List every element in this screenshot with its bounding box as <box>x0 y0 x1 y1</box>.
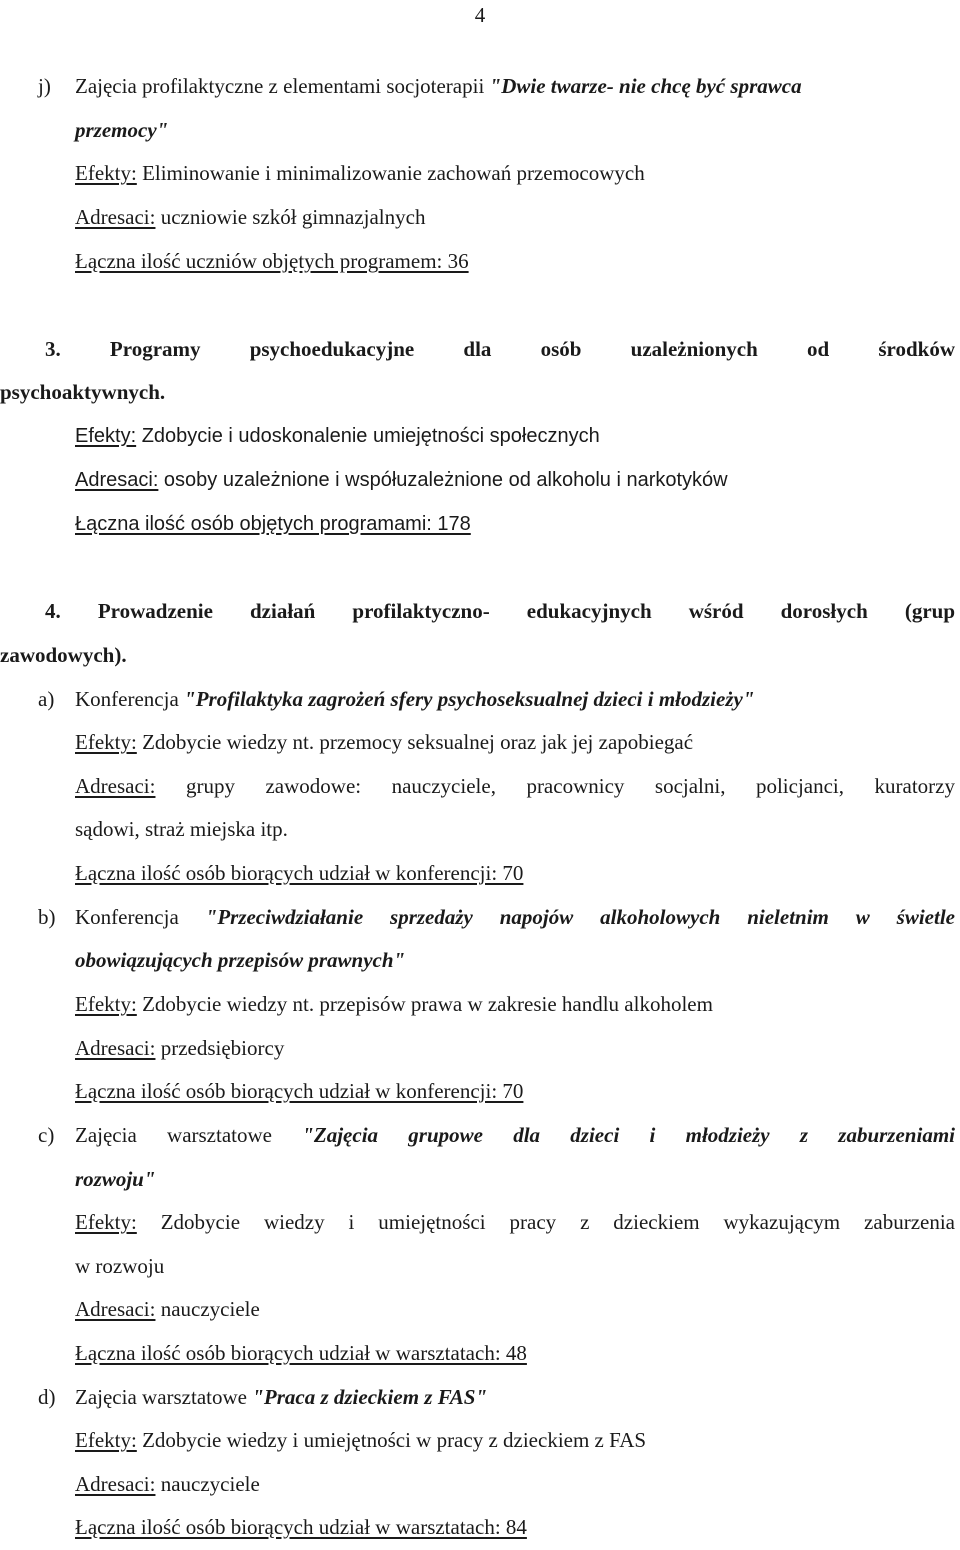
item-label: d) <box>38 1385 56 1409</box>
item-heading <box>75 65 955 109</box>
item-title: "Przeciwdziałanie sprzedaży napojów alkoholowych nieletnim w świetle <box>205 905 955 929</box>
item-title: "Profilaktyka zagrożeń sfery psychoseksualnej dzieci i młodzieży" <box>184 687 755 711</box>
item-intro: Konferencja <box>75 687 185 711</box>
efekty-text: Eliminowanie i minimalizowanie zachowań przemocowych <box>136 161 645 185</box>
adresaci-text: nauczyciele <box>155 1297 260 1321</box>
adresaci-line <box>75 1288 955 1332</box>
total-line: Łączna ilość osób biorących udział w warsztatach: 84 <box>75 1515 527 1539</box>
adresaci-text: przedsiębiorcy <box>155 1036 285 1060</box>
efekty-label: Efekty: <box>75 425 137 447</box>
item-intro: Zajęcia warsztatowe <box>75 1385 253 1409</box>
total-line: Łączna ilość osób biorących udział w warsztatach: 48 <box>75 1341 527 1365</box>
section-heading: 3. Programy psychoedukacyjne dla osób uzależnionych od środków <box>45 337 955 361</box>
efekty-text: Zdobycie wiedzy i umiejętności w pracy z dzieckiem z FAS <box>136 1428 647 1452</box>
adresaci-label: Adresaci: <box>75 1036 156 1060</box>
item-title: "Zajęcia grupowe dla dzieci i młodzieży z zaburzeniami <box>302 1123 955 1147</box>
section-heading-cont: zawodowych). <box>0 643 127 667</box>
adresaci-label: Adresaci: <box>75 774 156 798</box>
total-line: Łączna ilość uczniów objętych programem: 36 <box>75 249 469 273</box>
item-label: j) <box>38 74 51 98</box>
item-title-cont: obowiązujących przepisów prawnych" <box>75 948 406 972</box>
adresaci-label: Adresaci: <box>75 1472 156 1496</box>
item-title: "Dwie twarze- nie chcę być sprawca <box>489 74 802 98</box>
adresaci-text: grupy zawodowe: nauczyciele, pracownicy socjalni, policjanci, kuratorzy <box>155 774 955 798</box>
adresaci-text: osoby uzależnione i współuzależnione od alkoholu i narkotyków <box>158 469 728 491</box>
item-heading <box>75 1376 955 1420</box>
item-intro: Zajęcia profilaktyczne z elementami socjoterapii <box>75 74 490 98</box>
efekty-line <box>75 152 955 196</box>
total-line: Łączna ilość osób objętych programami: 178 <box>75 513 471 535</box>
efekty-label: Efekty: <box>75 161 137 185</box>
adresaci-line <box>75 1463 955 1507</box>
efekty-line <box>75 1419 955 1463</box>
item-label: b) <box>38 905 56 929</box>
total-line: Łączna ilość osób biorących udział w konferencji: 70 <box>75 1079 524 1103</box>
efekty-text: Zdobycie i udoskonalenie umiejętności społecznych <box>136 425 600 447</box>
section-heading: 4. Prowadzenie działań profilaktyczno- edukacyjnych wśród dorosłych (grup <box>45 599 955 623</box>
item-title-cont: przemocy" <box>75 118 169 142</box>
efekty-label: Efekty: <box>75 992 137 1016</box>
efekty-line <box>75 415 955 459</box>
efekty-text: Zdobycie wiedzy i umiejętności pracy z dzieckiem wykazującym zaburzenia <box>136 1210 955 1234</box>
item-title: "Praca z dzieckiem z FAS" <box>252 1385 488 1409</box>
efekty-text: Zdobycie wiedzy nt. przemocy seksualnej oraz jak jej zapobiegać <box>136 730 694 754</box>
adresaci-label: Adresaci: <box>75 1297 156 1321</box>
adresaci-line <box>75 765 955 809</box>
efekty-line <box>75 983 955 1027</box>
adresaci-text: uczniowie szkół gimnazjalnych <box>155 205 426 229</box>
page-number: 4 <box>474 3 486 27</box>
adresaci-text-cont: sądowi, straż miejska itp. <box>75 817 288 841</box>
efekty-label: Efekty: <box>75 1210 137 1234</box>
adresaci-line <box>75 196 955 240</box>
efekty-text: Zdobycie wiedzy nt. przepisów prawa w zakresie handlu alkoholem <box>136 992 713 1016</box>
total-line: Łączna ilość osób biorących udział w konferencji: 70 <box>75 861 524 885</box>
adresaci-line <box>75 1027 955 1071</box>
item-intro: Zajęcia warsztatowe <box>75 1123 303 1147</box>
item-title-cont: rozwoju" <box>75 1167 156 1191</box>
item-heading <box>75 1114 955 1158</box>
adresaci-text: nauczyciele <box>155 1472 260 1496</box>
item-heading <box>75 678 955 722</box>
section-heading-cont: psychoaktywnych. <box>0 380 166 404</box>
efekty-label: Efekty: <box>75 1428 137 1452</box>
item-label: c) <box>38 1123 55 1147</box>
efekty-text-cont: w rozwoju <box>75 1254 165 1278</box>
adresaci-label: Adresaci: <box>75 205 156 229</box>
efekty-label: Efekty: <box>75 730 137 754</box>
item-intro: Konferencja <box>75 905 206 929</box>
efekty-line <box>75 1201 955 1245</box>
efekty-line <box>75 721 955 765</box>
item-heading <box>75 896 955 940</box>
adresaci-line <box>75 459 955 503</box>
item-label: a) <box>38 687 55 711</box>
adresaci-label: Adresaci: <box>75 469 159 491</box>
